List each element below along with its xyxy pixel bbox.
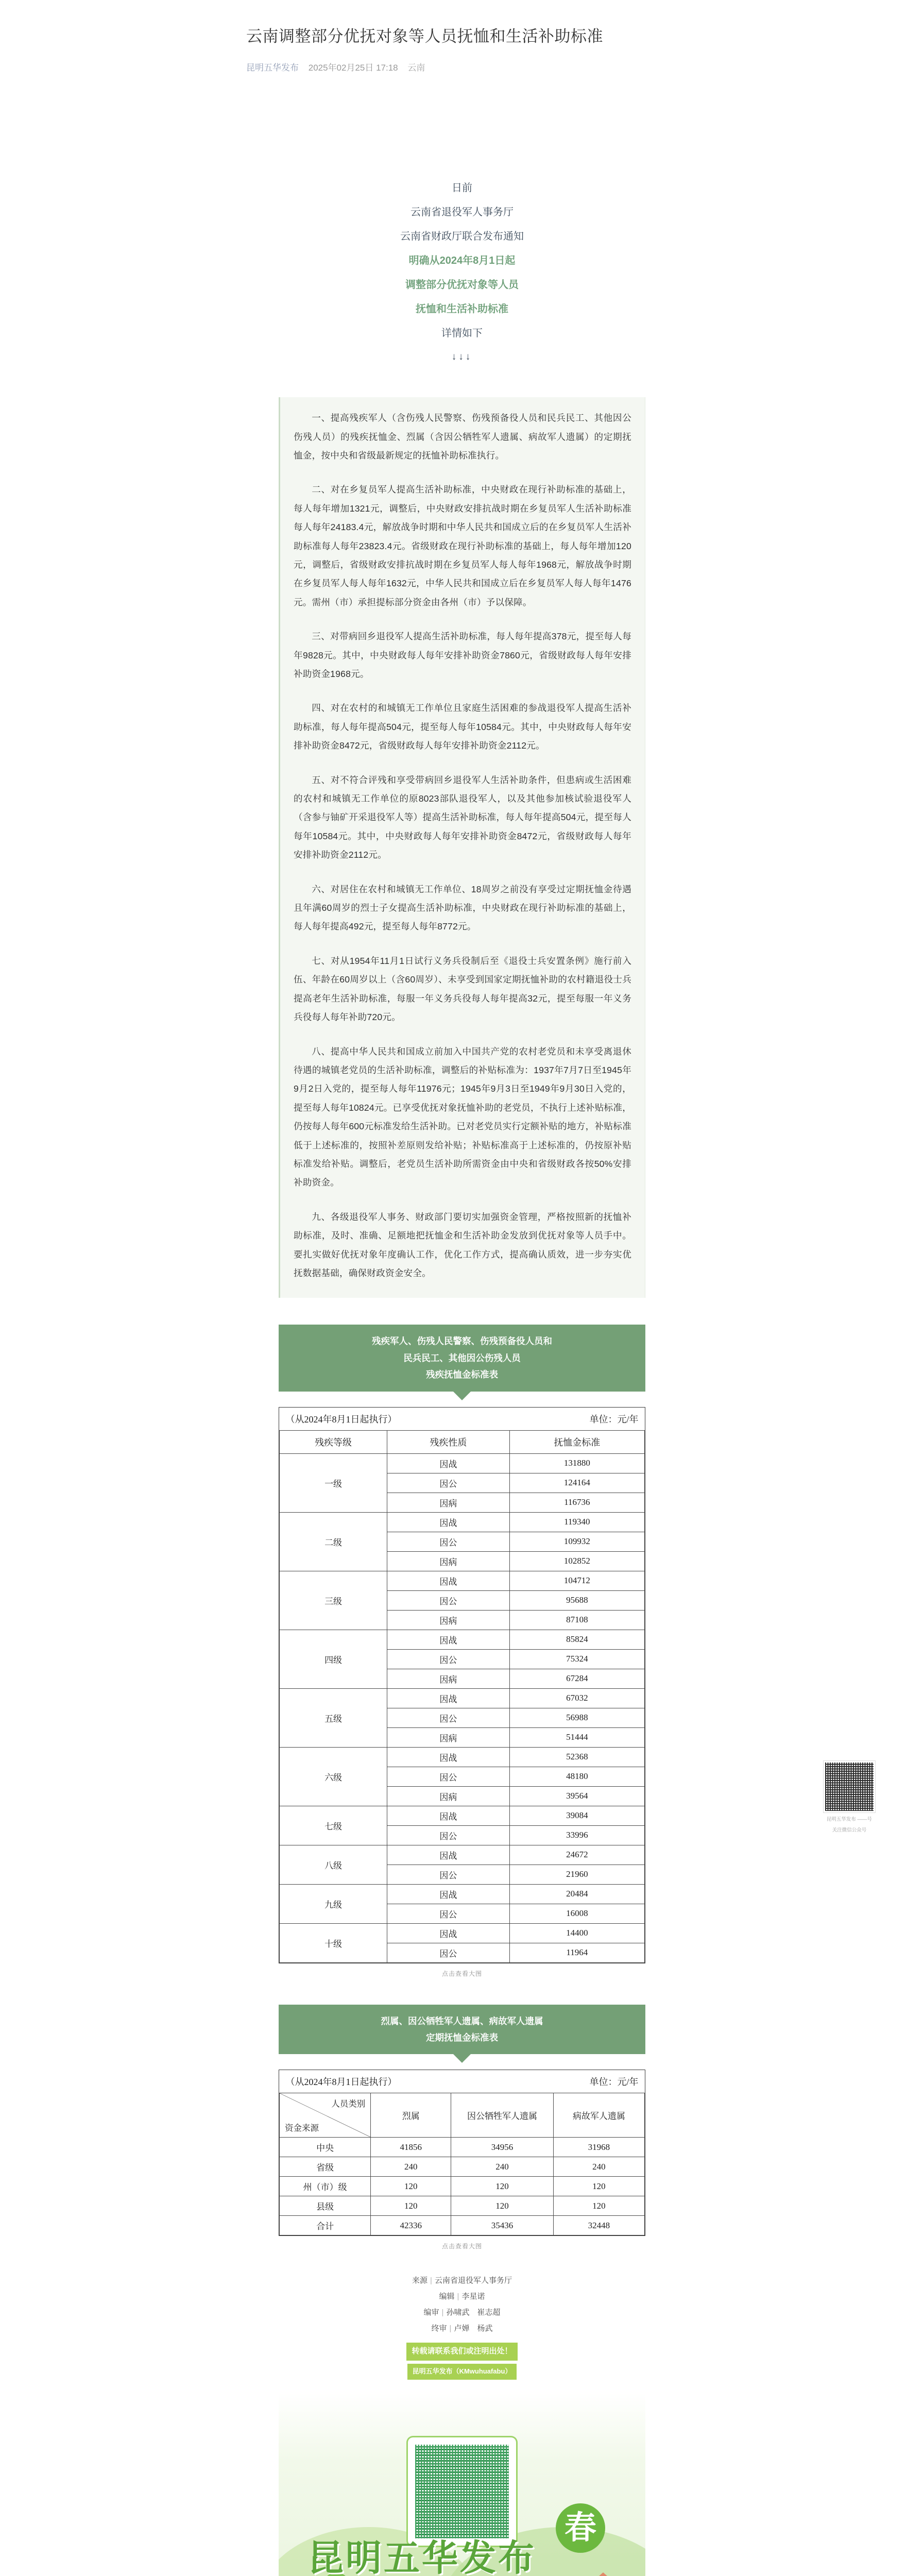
table1-nature-cell: 因战 [387,1806,510,1825]
table1-amount-cell: 33996 [509,1825,644,1845]
table1-nature-cell: 因公 [387,1943,510,1962]
table1-nature-cell: 因公 [387,1904,510,1923]
article-paragraph: 二、对在乡复员军人提高生活补助标准，中央财政在现行补助标准的基础上，每人每年增加1321元，调整后，中央财政安排抗战时期在乡复员军人生活补助标准每人每年24183.4元，解放战争时期和中华人民共和国成立后的在乡复员军人生活补助标准每人每年23823.4元。省级财政在现行补助标准的基础上，每人每年增加120元，调整后，省级财政安排抗战时期在乡复员军人每人每年1968元，解放战争时期在乡复员军人每人每年1632元，中华人民共和国成立后在乡复员军人每人每年1476元。需州（市）承担提标部分资金由各州（市）予以保障。 [294,484,631,607]
table2-header-row [280,2093,645,2138]
table1-amount-cell: 21960 [509,1865,644,1884]
table1-nature-cell: 因战 [387,1571,510,1590]
table1-amount-cell: 124164 [509,1473,644,1493]
intro-block [0,176,924,369]
table1-amount-cell: 20484 [509,1884,644,1904]
table2-caption-row [280,2070,645,2093]
table1-nature-cell: 因病 [387,1493,510,1512]
table2-value-cell: 120 [371,2196,451,2216]
article-body [279,397,645,1298]
table2-column-header: 因公牺牲军人遗属 [451,2093,554,2138]
table1-amount-cell: 24672 [509,1845,644,1865]
page-title: 云南调整部分优抚对象等人员抚恤和生活补助标准 [246,27,603,45]
table1-banner-line: 残疾抚恤金标准表 [426,1369,498,1380]
table2-corner-top-label: 人员类别 [331,2099,366,2109]
table2-value-cell: 120 [553,2177,644,2196]
table-row [280,2138,645,2157]
table1-amount-cell: 102852 [509,1551,644,1571]
credit-value: 云南省退役军人事务厅 [434,2276,512,2285]
table1-nature-cell: 因战 [387,1512,510,1532]
table1-nature-cell: 因战 [387,1845,510,1865]
intro-line-highlight: 抚恤和生活补助标准 [416,303,508,315]
account-name-ribbon: 昆明五华发布（KMwuhuafabu） [407,2364,517,2380]
credit-label: 编审 [423,2308,439,2317]
table1-nature-cell: 因公 [387,1708,510,1727]
credit-separator: | [430,2276,432,2285]
table-row [280,1884,645,1904]
table2 [279,2070,645,2235]
reprint-notice-ribbon: 转载请联系我们或注明出处！ [406,2343,517,2361]
table2-source-cell: 县级 [280,2196,371,2216]
table2-corner-cell [280,2093,371,2138]
article-paragraph: 八、提高中华人民共和国成立前加入中国共产党的农村老党员和未享受离退休待遇的城镇老党员的生活补助标准，调整后的补贴标准为：1937年7月7日至1945年9月2日入党的，提至每人每年11976元；1945年9月3日至1949年9月30日入党的，提至每人每年10824元。已享受优抚对象抚恤补助的老党员，不执行上述补贴标准，仍按每人每年600元标准发给生活补助。已对老党员实行定额补贴的地方，补贴标准低于上述标准的，按照补差原则发给补贴；补贴标准高于上述标准的，仍按原补贴标准发给补贴。调整后，老党员生活补助所需资金由中央和省级财政各按50%安排补助资金。 [294,1046,631,1188]
table2-source-cell: 合计 [280,2216,371,2235]
table2-value-cell: 41856 [371,2138,451,2157]
table-row [280,1845,645,1865]
credit-value: 李星诺 [461,2292,485,2301]
table1 [279,1408,645,1963]
table1-amount-cell: 11964 [509,1943,644,1962]
credit-separator: | [449,2324,452,2333]
table1-level-cell: 九级 [280,1884,387,1923]
table1-amount-cell: 87108 [509,1610,644,1630]
table1-amount-cell: 56988 [509,1708,644,1727]
table2-unit: 单位：元/年 [553,2070,644,2093]
table2-column-header: 烈属 [371,2093,451,2138]
table1-nature-cell: 因战 [387,1923,510,1943]
table-row [280,1630,645,1649]
table2-value-cell: 240 [451,2157,554,2177]
table1-wrapper [279,1407,645,1963]
table-row [280,2196,645,2216]
table2-value-cell: 31968 [553,2138,644,2157]
table1-amount-cell: 52368 [509,1747,644,1767]
table2-value-cell: 35436 [451,2216,554,2235]
table1-level-cell: 八级 [280,1845,387,1884]
credit-value: 卢婵 杨武 [454,2324,493,2333]
article-paragraph: 五、对不符合评残和享受带病回乡退役军人生活补助条件，但患病或生活困难的农村和城镇无工作单位的原8023部队退役军人，以及其他参加核试验退役军人（含参与铀矿开采退役军人等）提高生活补助标准，每人每年提高504元，提至每人每年10584元。其中，中央财政每人每年安排补助资金8472元，省级财政每人每年安排补助资金2112元。 [294,774,631,860]
table-row [280,2216,645,2235]
table2-value-cell: 34956 [451,2138,554,2157]
table2-zoom-hint[interactable]: 点击查看大图 [441,2243,482,2250]
table1-caption: （从2024年8月1日起执行） [280,1408,510,1431]
table1-nature-cell: 因公 [387,1865,510,1884]
table2-value-cell: 120 [371,2177,451,2196]
credit-label: 终审 [431,2324,447,2333]
table1-amount-cell: 119340 [509,1512,644,1532]
article-paragraph: 三、对带病回乡退役军人提高生活补助标准，每人每年提高378元，提至每人每年9828元。其中，中央财政每人每年安排补助资金7860元，省级财政每人每年安排补助资金1968元。 [294,631,631,680]
table1-level-cell: 十级 [280,1923,387,1962]
table1-level-cell: 三级 [280,1571,387,1630]
table1-amount-cell: 51444 [509,1727,644,1747]
table-row [280,1806,645,1825]
article-paragraph: 一、提高残疾军人（含伤残人民警察、伤残预备役人员和民兵民工、其他因公伤残人员）的残疾抚恤金、烈属（含因公牺牲军人遗属、病故军人遗属）的定期抚恤金，按中央和省级最新规定的抚恤补助标准执行。 [294,413,631,461]
table1-nature-cell: 因战 [387,1630,510,1649]
table-row [280,2157,645,2177]
down-arrows-icon: ↓↓↓ [451,351,473,362]
table-row [280,1747,645,1767]
table1-amount-cell: 131880 [509,1453,644,1473]
table1-amount-cell: 39084 [509,1806,644,1825]
table-row [280,2177,645,2196]
table1-banner-line: 残疾军人、伤残人民警察、伤残预备役人员和 [372,1336,552,1347]
table1-nature-cell: 因病 [387,1727,510,1747]
post-location: 云南 [407,62,425,73]
article-paragraph: 六、对居住在农村和城镇无工作单位、18周岁之前没有享受过定期抚恤金待遇且年满60周岁的烈士子女提高生活补助标准，中央财政在现行补助标准的基础上，每人每年提高492元，提至每人每年8772元。 [294,884,631,932]
table1-nature-cell: 因战 [387,1453,510,1473]
poster-house-roof-icon [586,2572,621,2576]
article-paragraph: 九、各级退役军人事务、财政部门要切实加强资金管理，严格按照新的抚恤补助标准，及时、准确、足额地把抚恤金和生活补助金发放到优抚对象等人员手中。要扎实做好优抚对象年度确认工作，优化工作方式，提高确认质效，进一步夯实优抚数据基础，确保财政资金安全。 [294,1211,631,1278]
intro-line: 详情如下 [441,327,483,339]
table1-nature-cell: 因战 [387,1747,510,1767]
table1-amount-cell: 95688 [509,1590,644,1610]
table-row [280,1512,645,1532]
table-row [280,1923,645,1943]
table1-amount-cell: 104712 [509,1571,644,1590]
table1-zoom-hint[interactable]: 点击查看大图 [441,1970,482,1977]
table1-level-cell: 一级 [280,1453,387,1512]
intro-line: 云南省退役军人事务厅 [410,206,514,218]
survivor-pension-table-block [279,2005,645,2251]
credit-separator: | [457,2292,459,2301]
qr-caption-line2: 关注微信公众号 [832,1827,867,1834]
table-row [280,1453,645,1473]
table-row [280,1571,645,1590]
table2-value-cell: 240 [553,2157,644,2177]
table2-source-cell: 州（市）级 [280,2177,371,2196]
qr-code-icon[interactable] [824,1761,875,1812]
table1-banner-line: 民兵民工、其他因公伤残人员 [403,1352,521,1363]
side-qr-block [817,1761,882,1834]
table1-level-cell: 七级 [280,1806,387,1845]
table1-amount-cell: 116736 [509,1493,644,1512]
credit-line [0,2289,924,2305]
table2-banner [279,2005,645,2055]
table1-nature-cell: 因公 [387,1649,510,1669]
post-timestamp: 2025年02月25日 17:18 [308,62,398,73]
table1-column-header: 残疾性质 [387,1430,510,1453]
table1-nature-cell: 因战 [387,1688,510,1708]
table2-caption: （从2024年8月1日起执行） [280,2070,554,2093]
poster-brand-text: 昆明五华发布 [307,2537,536,2576]
table1-column-header: 残疾等级 [280,1430,387,1453]
table1-nature-cell: 因病 [387,1551,510,1571]
table1-level-cell: 二级 [280,1512,387,1571]
table-row [280,1688,645,1708]
intro-line-highlight: 调整部分优抚对象等人员 [405,279,519,291]
credit-label: 来源 [412,2276,428,2285]
table1-nature-cell: 因公 [387,1590,510,1610]
table1-amount-cell: 16008 [509,1904,644,1923]
post-header [0,0,924,73]
post-author[interactable]: 昆明五华发布 [246,62,299,73]
table2-value-cell: 240 [371,2157,451,2177]
table2-corner-bottom-label: 资金来源 [285,2123,319,2133]
table1-unit: 单位：元/年 [509,1408,644,1431]
table2-wrapper [279,2070,645,2236]
table1-nature-cell: 因公 [387,1825,510,1845]
table1-header-row [280,1430,645,1453]
table1-amount-cell: 14400 [509,1923,644,1943]
table1-banner [279,1325,645,1391]
intro-line: 日前 [452,182,472,194]
table2-value-cell: 32448 [553,2216,644,2235]
table2-banner-line: 烈属、因公牺牲军人遗属、病故军人遗属 [381,2015,543,2026]
poster-spring-badge: 春 [556,2503,605,2553]
table2-value-cell: 120 [553,2196,644,2216]
credit-line [0,2273,924,2289]
table1-amount-cell: 39564 [509,1786,644,1806]
table1-level-cell: 六级 [280,1747,387,1806]
table1-amount-cell: 67032 [509,1688,644,1708]
credit-value: 孙啸武 崔志超 [446,2308,501,2317]
table2-source-cell: 省级 [280,2157,371,2177]
credit-line [0,2305,924,2321]
table1-column-header: 抚恤金标准 [509,1430,644,1453]
table1-nature-cell: 因公 [387,1473,510,1493]
table1-nature-cell: 因病 [387,1610,510,1630]
table2-column-header: 病故军人遗属 [553,2093,644,2138]
table1-nature-cell: 因病 [387,1669,510,1688]
table1-amount-cell: 85824 [509,1630,644,1649]
intro-line: 云南省财政厅联合发布通知 [400,230,524,242]
article-paragraph: 四、对在农村的和城镇无工作单位且家庭生活困难的参战退役军人提高生活补助标准，每人每年提高504元，提至每人每年10584元。其中，中央财政每人每年安排补助资金8472元，省级财政每人每年安排补助资金2112元。 [294,703,631,751]
table1-caption-row [280,1408,645,1431]
post-meta [0,60,924,73]
credits-block [0,2273,924,2380]
qr-caption-line1: 昆明五华发布 ——号 [826,1817,872,1822]
table2-value-cell: 42336 [371,2216,451,2235]
table2-value-cell: 120 [451,2196,554,2216]
credit-label: 编辑 [439,2292,455,2301]
table1-nature-cell: 因战 [387,1884,510,1904]
credit-line [0,2321,924,2337]
table1-nature-cell: 因病 [387,1786,510,1806]
table1-level-cell: 四级 [280,1630,387,1688]
table1-nature-cell: 因公 [387,1532,510,1551]
table2-banner-line: 定期抚恤金标准表 [426,2032,498,2043]
table1-amount-cell: 48180 [509,1767,644,1786]
intro-line-highlight: 明确从2024年8月1日起 [408,255,516,266]
table1-amount-cell: 109932 [509,1532,644,1551]
article-paragraph: 七、对从1954年11月1日试行义务兵役制后至《退役士兵安置条例》施行前入伍、年龄在60周岁以上（含60周岁）、未享受到国家定期抚恤补助的农村籍退役士兵提高老年生活补助标准，每服一年义务兵役每人每年提高32元，提至每服一年义务兵役每人每年补助720元。 [294,955,631,1023]
table1-level-cell: 五级 [280,1688,387,1747]
table1-amount-cell: 75324 [509,1649,644,1669]
table2-source-cell: 中央 [280,2138,371,2157]
table1-amount-cell: 67284 [509,1669,644,1688]
promo-poster[interactable] [279,2393,645,2576]
credit-separator: | [441,2308,444,2317]
table1-nature-cell: 因公 [387,1767,510,1786]
table2-value-cell: 120 [451,2177,554,2196]
disability-pension-table-block [279,1325,645,1977]
